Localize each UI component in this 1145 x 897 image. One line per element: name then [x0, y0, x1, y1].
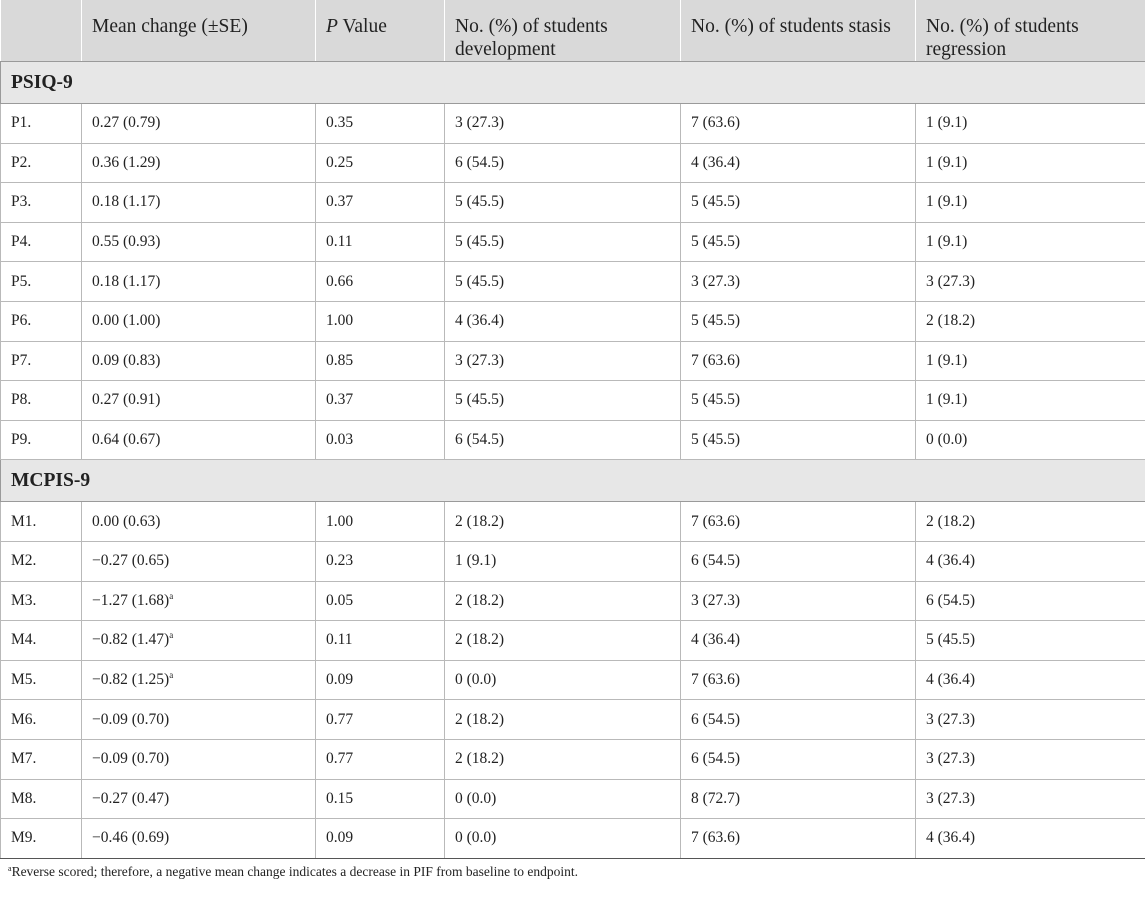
cell-mean-change-text: 0.09 (0.83) — [92, 351, 161, 369]
table-row — [1, 381, 1145, 421]
cell-item — [1, 420, 82, 460]
header-p-rest: Value — [337, 16, 387, 37]
cell-development — [445, 381, 681, 421]
cell-regression — [916, 779, 1145, 819]
cell-mean-change-text: −0.82 (1.25) — [92, 671, 170, 689]
cell-development-text: 5 (45.5) — [455, 233, 505, 251]
cell-regression-text: 6 (54.5) — [926, 591, 976, 609]
cell-regression-text: 4 (36.4) — [926, 671, 976, 689]
cell-stasis-text: 3 (27.3) — [691, 272, 741, 290]
cell-p-value-text: 0.85 — [326, 351, 354, 369]
cell-development-text: 0 (0.0) — [455, 671, 497, 689]
cell-development — [445, 660, 681, 700]
cell-regression-text: 1 (9.1) — [926, 391, 968, 409]
cell-development — [445, 143, 681, 183]
cell-p-value — [316, 660, 445, 700]
cell-regression-text: 2 (18.2) — [926, 312, 976, 330]
cell-mean-change — [82, 183, 316, 223]
cell-item-text: M9. — [11, 829, 37, 847]
cell-stasis-text: 7 (63.6) — [691, 671, 741, 689]
table-row — [1, 341, 1145, 381]
table-row — [1, 819, 1145, 859]
cell-regression — [916, 660, 1145, 700]
cell-item-text: P4. — [11, 233, 32, 251]
cell-p-value-text: 0.35 — [326, 114, 354, 132]
cell-item — [1, 621, 82, 661]
table-row — [1, 262, 1145, 302]
cell-regression-text: 5 (45.5) — [926, 631, 976, 649]
cell-stasis — [681, 621, 916, 661]
cell-development-text: 2 (18.2) — [455, 591, 505, 609]
cell-mean-change-text: −0.09 (0.70) — [92, 750, 170, 768]
cell-item-text: M5. — [11, 671, 37, 689]
cell-regression — [916, 143, 1145, 183]
cell-regression — [916, 183, 1145, 223]
cell-item-text: M7. — [11, 750, 37, 768]
table-row — [1, 104, 1145, 144]
cell-development — [445, 104, 681, 144]
footnote-marker: a — [169, 590, 174, 601]
cell-mean-change — [82, 581, 316, 621]
cell-item — [1, 222, 82, 262]
cell-p-value — [316, 819, 445, 859]
table-body — [1, 62, 1145, 859]
cell-stasis — [681, 301, 916, 341]
cell-stasis-text: 4 (36.4) — [691, 631, 741, 649]
cell-stasis — [681, 660, 916, 700]
cell-mean-change — [82, 700, 316, 740]
cell-item — [1, 739, 82, 779]
cell-mean-change-text: 0.00 (0.63) — [92, 512, 161, 530]
table-row — [1, 420, 1145, 460]
cell-mean-change — [82, 262, 316, 302]
cell-mean-change — [82, 502, 316, 542]
cell-development — [445, 779, 681, 819]
cell-p-value-text: 0.09 — [326, 829, 354, 847]
cell-p-value — [316, 581, 445, 621]
cell-development — [445, 502, 681, 542]
cell-development — [445, 341, 681, 381]
section-label: PSIQ-9 — [1, 62, 1145, 104]
cell-item — [1, 660, 82, 700]
cell-development — [445, 621, 681, 661]
cell-p-value-text: 0.77 — [326, 710, 354, 728]
cell-stasis — [681, 739, 916, 779]
cell-development-text: 0 (0.0) — [455, 789, 497, 807]
table-row — [1, 541, 1145, 581]
header-p-value — [316, 0, 445, 62]
footnote-marker: a — [8, 863, 12, 873]
cell-item-text: P9. — [11, 431, 32, 449]
cell-development-text: 0 (0.0) — [455, 829, 497, 847]
cell-mean-change-text: 0.36 (1.29) — [92, 153, 161, 171]
cell-p-value — [316, 541, 445, 581]
cell-development-text: 3 (27.3) — [455, 114, 505, 132]
table-row — [1, 301, 1145, 341]
cell-mean-change-text: 0.55 (0.93) — [92, 233, 161, 251]
cell-regression-text: 3 (27.3) — [926, 272, 976, 290]
cell-item-text: P5. — [11, 272, 32, 290]
cell-mean-change — [82, 341, 316, 381]
cell-stasis — [681, 502, 916, 542]
cell-mean-change-text: −0.82 (1.47) — [92, 631, 170, 649]
table-row — [1, 700, 1145, 740]
cell-mean-change-text: −0.09 (0.70) — [92, 710, 170, 728]
cell-stasis-text: 7 (63.6) — [691, 829, 741, 847]
cell-mean-change — [82, 779, 316, 819]
cell-development — [445, 183, 681, 223]
cell-mean-change-text: 0.27 (0.91) — [92, 391, 161, 409]
cell-regression — [916, 104, 1145, 144]
cell-regression — [916, 739, 1145, 779]
cell-regression-text: 1 (9.1) — [926, 351, 968, 369]
cell-p-value-text: 0.05 — [326, 591, 354, 609]
header-regression: No. (%) of students regression — [916, 0, 1145, 62]
cell-regression-text: 3 (27.3) — [926, 710, 976, 728]
cell-stasis-text: 7 (63.6) — [691, 351, 741, 369]
cell-stasis-text: 6 (54.5) — [691, 710, 741, 728]
cell-development-text: 6 (54.5) — [455, 153, 505, 171]
cell-mean-change — [82, 143, 316, 183]
cell-regression — [916, 502, 1145, 542]
cell-mean-change-text: 0.18 (1.17) — [92, 272, 161, 290]
cell-development-text: 1 (9.1) — [455, 552, 497, 570]
table-row — [1, 621, 1145, 661]
cell-p-value — [316, 262, 445, 302]
cell-stasis-text: 7 (63.6) — [691, 512, 741, 530]
cell-item-text: M8. — [11, 789, 37, 807]
cell-stasis-text: 7 (63.6) — [691, 114, 741, 132]
cell-regression-text: 1 (9.1) — [926, 153, 968, 171]
cell-item-text: P6. — [11, 312, 32, 330]
cell-item-text: M1. — [11, 512, 37, 530]
cell-stasis-text: 5 (45.5) — [691, 312, 741, 330]
cell-p-value-text: 0.15 — [326, 789, 354, 807]
cell-development-text: 2 (18.2) — [455, 710, 505, 728]
cell-p-value-text: 0.66 — [326, 272, 354, 290]
cell-mean-change — [82, 621, 316, 661]
cell-regression-text: 1 (9.1) — [926, 114, 968, 132]
cell-regression-text: 0 (0.0) — [926, 431, 968, 449]
cell-development-text: 2 (18.2) — [455, 750, 505, 768]
cell-stasis-text: 5 (45.5) — [691, 431, 741, 449]
cell-item — [1, 183, 82, 223]
header-row — [1, 0, 1145, 62]
cell-stasis — [681, 341, 916, 381]
cell-p-value-text: 0.09 — [326, 671, 354, 689]
footnote-marker: a — [169, 630, 174, 641]
cell-development — [445, 420, 681, 460]
section-row — [1, 460, 1145, 502]
cell-stasis — [681, 541, 916, 581]
cell-item — [1, 541, 82, 581]
cell-mean-change-text: −1.27 (1.68) — [92, 591, 170, 609]
cell-development — [445, 301, 681, 341]
cell-stasis — [681, 420, 916, 460]
table-footnote — [0, 859, 1145, 885]
cell-p-value — [316, 420, 445, 460]
cell-mean-change-text: −0.46 (0.69) — [92, 829, 170, 847]
header-development: No. (%) of students development — [445, 0, 681, 62]
cell-stasis — [681, 183, 916, 223]
table-header — [1, 0, 1145, 62]
cell-item — [1, 502, 82, 542]
cell-item-text: P8. — [11, 391, 32, 409]
table-row — [1, 502, 1145, 542]
table-row — [1, 739, 1145, 779]
cell-development-text: 3 (27.3) — [455, 351, 505, 369]
cell-p-value — [316, 502, 445, 542]
cell-development-text: 5 (45.5) — [455, 272, 505, 290]
cell-development — [445, 262, 681, 302]
cell-development — [445, 700, 681, 740]
cell-item-text: P7. — [11, 351, 32, 369]
cell-mean-change-text: 0.18 (1.17) — [92, 193, 161, 211]
cell-regression — [916, 621, 1145, 661]
table-row — [1, 581, 1145, 621]
cell-item — [1, 104, 82, 144]
cell-p-value — [316, 104, 445, 144]
cell-stasis-text: 5 (45.5) — [691, 391, 741, 409]
cell-p-value-text: 0.23 — [326, 552, 354, 570]
cell-development — [445, 581, 681, 621]
cell-development-text: 2 (18.2) — [455, 512, 505, 530]
cell-item-text: M6. — [11, 710, 37, 728]
cell-development-text: 5 (45.5) — [455, 193, 505, 211]
cell-development — [445, 222, 681, 262]
cell-item-text: P1. — [11, 114, 32, 132]
cell-mean-change — [82, 819, 316, 859]
cell-stasis-text: 5 (45.5) — [691, 193, 741, 211]
cell-item-text: P2. — [11, 153, 32, 171]
cell-p-value — [316, 381, 445, 421]
cell-p-value — [316, 621, 445, 661]
cell-item-text: P3. — [11, 193, 32, 211]
cell-item — [1, 262, 82, 302]
cell-p-value — [316, 183, 445, 223]
cell-p-value-text: 0.77 — [326, 750, 354, 768]
cell-p-value — [316, 301, 445, 341]
cell-p-value-text: 0.11 — [326, 631, 353, 649]
cell-regression-text: 4 (36.4) — [926, 552, 976, 570]
cell-mean-change-text: 0.27 (0.79) — [92, 114, 161, 132]
cell-item — [1, 301, 82, 341]
cell-item — [1, 700, 82, 740]
cell-item — [1, 779, 82, 819]
cell-item-text: M2. — [11, 552, 37, 570]
cell-p-value-text: 0.37 — [326, 391, 354, 409]
header-p-italic: P — [326, 16, 338, 37]
cell-regression — [916, 381, 1145, 421]
cell-stasis-text: 6 (54.5) — [691, 552, 741, 570]
header-item — [1, 0, 82, 62]
cell-regression-text: 3 (27.3) — [926, 750, 976, 768]
cell-regression — [916, 222, 1145, 262]
cell-mean-change — [82, 541, 316, 581]
footnote-text: Reverse scored; therefore, a negative mean change indicates a decrease in PIF from baseline to endpoint. — [11, 863, 578, 879]
cell-p-value-text: 1.00 — [326, 312, 354, 330]
header-stasis: No. (%) of students stasis — [681, 0, 916, 62]
cell-p-value — [316, 779, 445, 819]
cell-p-value — [316, 222, 445, 262]
cell-item — [1, 581, 82, 621]
cell-p-value-text: 0.11 — [326, 233, 353, 251]
header-mean-change: Mean change (±SE) — [82, 0, 316, 62]
cell-mean-change — [82, 222, 316, 262]
cell-p-value — [316, 341, 445, 381]
cell-stasis — [681, 262, 916, 302]
table-row — [1, 779, 1145, 819]
cell-development-text: 6 (54.5) — [455, 431, 505, 449]
cell-item — [1, 143, 82, 183]
cell-regression-text: 1 (9.1) — [926, 233, 968, 251]
cell-development-text: 5 (45.5) — [455, 391, 505, 409]
cell-stasis — [681, 779, 916, 819]
cell-stasis-text: 6 (54.5) — [691, 750, 741, 768]
cell-stasis — [681, 222, 916, 262]
footnote-marker: a — [169, 670, 174, 681]
table-row — [1, 143, 1145, 183]
cell-mean-change — [82, 420, 316, 460]
table-row — [1, 660, 1145, 700]
cell-regression — [916, 301, 1145, 341]
cell-item-text: M3. — [11, 591, 37, 609]
cell-regression-text: 2 (18.2) — [926, 512, 976, 530]
cell-p-value — [316, 739, 445, 779]
cell-mean-change — [82, 381, 316, 421]
cell-regression — [916, 819, 1145, 859]
cell-regression — [916, 541, 1145, 581]
cell-stasis — [681, 143, 916, 183]
cell-stasis-text: 4 (36.4) — [691, 153, 741, 171]
cell-stasis — [681, 700, 916, 740]
cell-item — [1, 341, 82, 381]
cell-regression — [916, 700, 1145, 740]
cell-mean-change — [82, 301, 316, 341]
cell-regression — [916, 420, 1145, 460]
section-label: MCPIS-9 — [1, 460, 1145, 502]
cell-p-value — [316, 700, 445, 740]
cell-regression — [916, 262, 1145, 302]
cell-mean-change — [82, 104, 316, 144]
cell-regression-text: 1 (9.1) — [926, 193, 968, 211]
cell-development — [445, 819, 681, 859]
cell-stasis-text: 3 (27.3) — [691, 591, 741, 609]
cell-mean-change-text: 0.00 (1.00) — [92, 312, 161, 330]
cell-development — [445, 541, 681, 581]
cell-mean-change-text: 0.64 (0.67) — [92, 431, 161, 449]
cell-mean-change — [82, 660, 316, 700]
cell-stasis — [681, 381, 916, 421]
cell-item — [1, 819, 82, 859]
cell-development — [445, 739, 681, 779]
cell-p-value-text: 1.00 — [326, 512, 354, 530]
cell-item-text: M4. — [11, 631, 37, 649]
section-row — [1, 62, 1145, 104]
cell-stasis — [681, 104, 916, 144]
cell-p-value-text: 0.37 — [326, 193, 354, 211]
cell-mean-change-text: −0.27 (0.47) — [92, 789, 170, 807]
table-row — [1, 222, 1145, 262]
table-row — [1, 183, 1145, 223]
cell-development-text: 2 (18.2) — [455, 631, 505, 649]
cell-mean-change — [82, 739, 316, 779]
cell-stasis — [681, 819, 916, 859]
cell-regression — [916, 341, 1145, 381]
cell-development-text: 4 (36.4) — [455, 312, 505, 330]
cell-regression-text: 4 (36.4) — [926, 829, 976, 847]
cell-stasis-text: 5 (45.5) — [691, 233, 741, 251]
cell-regression-text: 3 (27.3) — [926, 789, 976, 807]
cell-stasis-text: 8 (72.7) — [691, 789, 741, 807]
cell-mean-change-text: −0.27 (0.65) — [92, 552, 170, 570]
cell-p-value — [316, 143, 445, 183]
cell-stasis — [681, 581, 916, 621]
cell-item — [1, 381, 82, 421]
cell-p-value-text: 0.25 — [326, 153, 354, 171]
cell-regression — [916, 581, 1145, 621]
cell-p-value-text: 0.03 — [326, 431, 354, 449]
